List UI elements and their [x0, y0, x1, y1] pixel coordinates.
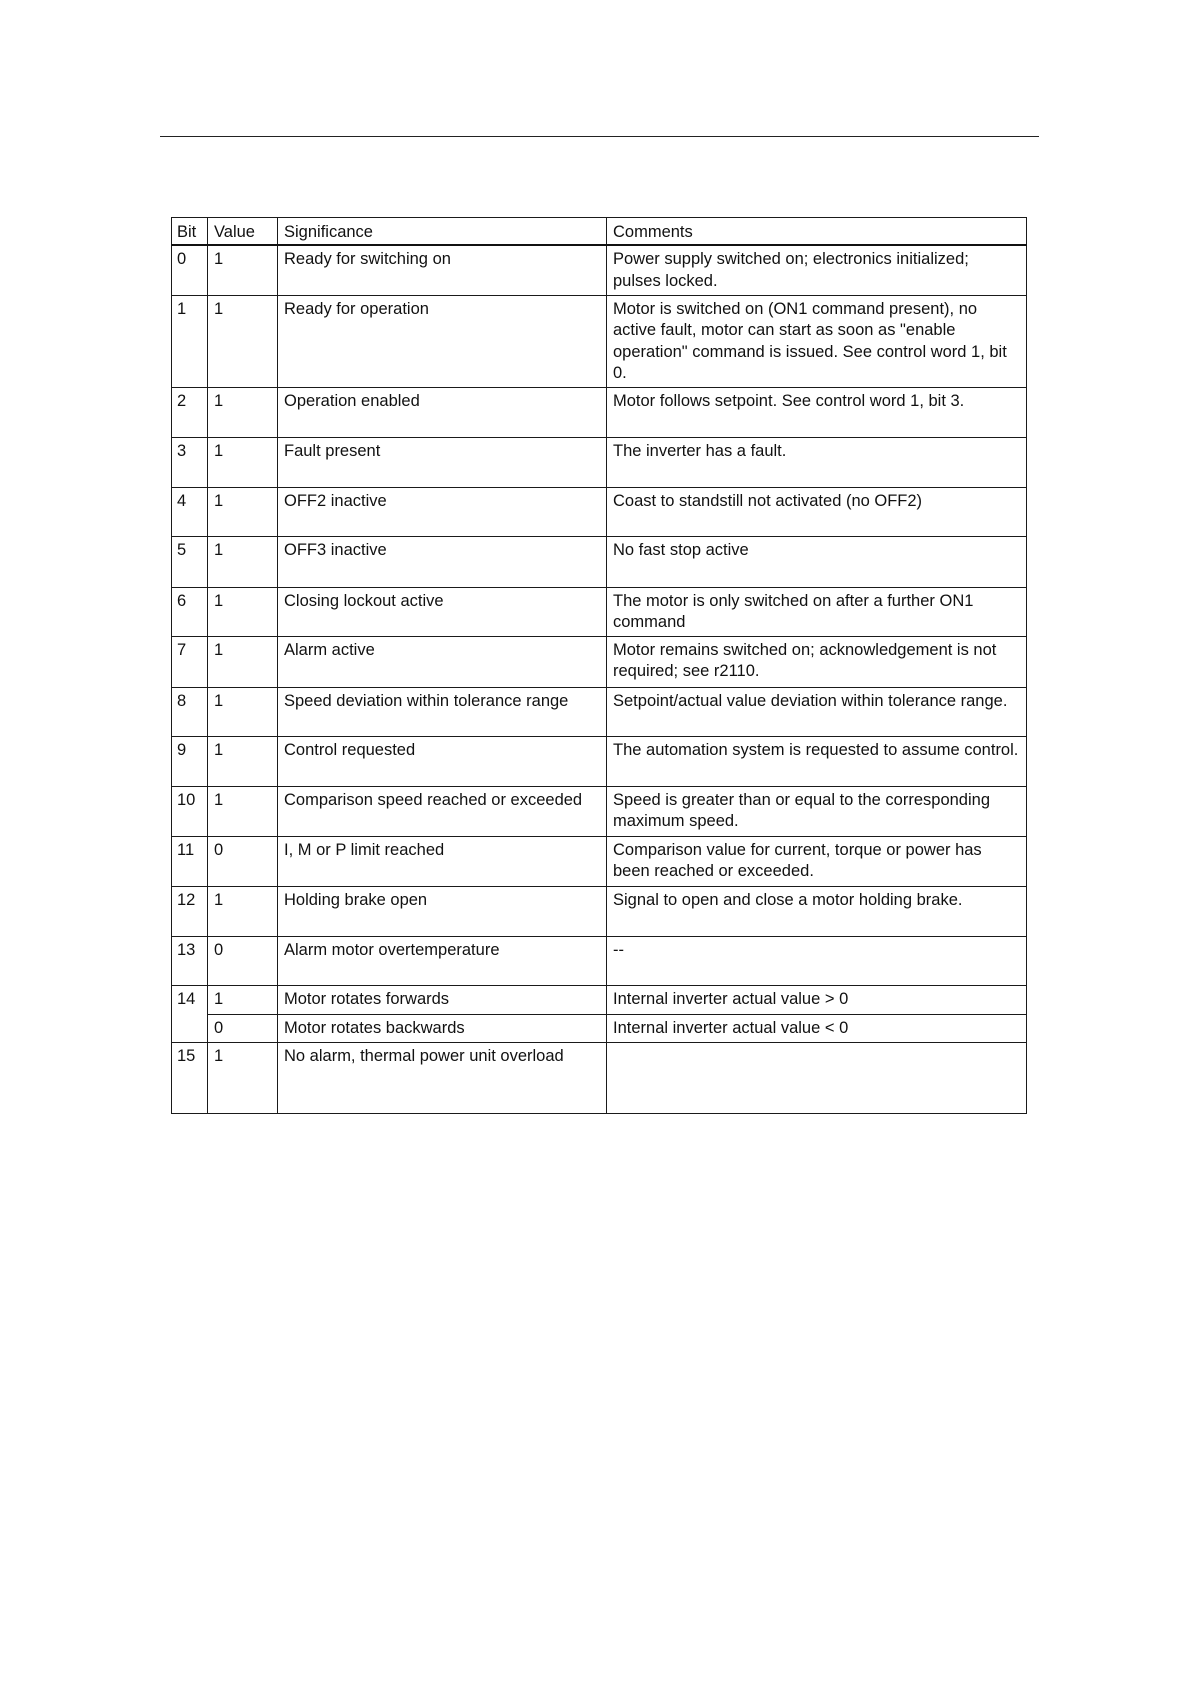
table-row: [172, 836, 1027, 886]
comments-cell: --: [607, 936, 1027, 985]
bit-cell: 1: [172, 295, 208, 387]
value-cell: 1: [208, 636, 278, 687]
bit-cell: 9: [172, 736, 208, 786]
comments-cell: The inverter has a fault.: [607, 437, 1027, 487]
significance-cell: Closing lockout active: [278, 587, 607, 636]
table-row: [172, 1042, 1027, 1113]
value-cell: 1: [208, 1042, 278, 1113]
comments-cell: The motor is only switched on after a further ON1 command: [607, 587, 1027, 636]
value-cell: 0: [208, 836, 278, 886]
bit-cell: 0: [172, 245, 208, 295]
value-cell: 0: [208, 1014, 278, 1042]
table-row: [172, 437, 1027, 487]
value-cell: 1: [208, 536, 278, 587]
comments-cell: Speed is greater than or equal to the corresponding maximum speed.: [607, 786, 1027, 836]
significance-cell: OFF3 inactive: [278, 536, 607, 587]
bit-cell: 2: [172, 387, 208, 437]
column-header-bit: Bit: [172, 218, 208, 246]
comments-cell: Motor follows setpoint. See control word 1, bit 3.: [607, 387, 1027, 437]
value-cell: 1: [208, 687, 278, 736]
significance-cell: Ready for operation: [278, 295, 607, 387]
value-cell: 1: [208, 886, 278, 936]
comments-cell: Comparison value for current, torque or power has been reached or exceeded.: [607, 836, 1027, 886]
table-row: [172, 786, 1027, 836]
significance-cell: OFF2 inactive: [278, 487, 607, 536]
value-cell: 1: [208, 295, 278, 387]
bit-cell: 3: [172, 437, 208, 487]
significance-cell: Alarm active: [278, 636, 607, 687]
table-row: [172, 736, 1027, 786]
status-word-table-container: [171, 217, 1026, 1114]
table-header-row: [172, 218, 1027, 246]
bit-cell: 6: [172, 587, 208, 636]
bit-cell: 4: [172, 487, 208, 536]
comments-cell: Motor remains switched on; acknowledgement is not required; see r2110.: [607, 636, 1027, 687]
value-cell: 1: [208, 786, 278, 836]
table-row: [172, 295, 1027, 387]
value-cell: 1: [208, 245, 278, 295]
table-row: [172, 587, 1027, 636]
status-word-table: [171, 217, 1027, 1114]
bit-cell: 5: [172, 536, 208, 587]
column-header-comments: Comments: [607, 218, 1027, 246]
table-row: [172, 886, 1027, 936]
comments-cell: Setpoint/actual value deviation within tolerance range.: [607, 687, 1027, 736]
comments-cell: [607, 1042, 1027, 1113]
bit-cell: 8: [172, 687, 208, 736]
value-cell: 1: [208, 985, 278, 1014]
bit-cell: 10: [172, 786, 208, 836]
comments-cell: Motor is switched on (ON1 command present), no active fault, motor can start as soon as "enable operation" command is issued. See control word 1, bit 0.: [607, 295, 1027, 387]
comments-cell: Power supply switched on; electronics initialized; pulses locked.: [607, 245, 1027, 295]
table-row: [172, 636, 1027, 687]
value-cell: 1: [208, 587, 278, 636]
bit-cell: 14: [172, 985, 208, 1042]
significance-cell: No alarm, thermal power unit overload: [278, 1042, 607, 1113]
table-row: [172, 985, 1027, 1014]
table-row: [172, 1014, 1027, 1042]
significance-cell: Fault present: [278, 437, 607, 487]
table-row: [172, 536, 1027, 587]
significance-cell: Ready for switching on: [278, 245, 607, 295]
table-row: [172, 387, 1027, 437]
significance-cell: I, M or P limit reached: [278, 836, 607, 886]
significance-cell: Alarm motor overtemperature: [278, 936, 607, 985]
table-row: [172, 487, 1027, 536]
significance-cell: Comparison speed reached or exceeded: [278, 786, 607, 836]
significance-cell: Control requested: [278, 736, 607, 786]
significance-cell: Motor rotates forwards: [278, 985, 607, 1014]
value-cell: 1: [208, 437, 278, 487]
bit-cell: 11: [172, 836, 208, 886]
bit-cell: 15: [172, 1042, 208, 1113]
bit-cell: 7: [172, 636, 208, 687]
table-row: [172, 245, 1027, 295]
bit-cell: 12: [172, 886, 208, 936]
comments-cell: No fast stop active: [607, 536, 1027, 587]
column-header-value: Value: [208, 218, 278, 246]
significance-cell: Holding brake open: [278, 886, 607, 936]
significance-cell: Motor rotates backwards: [278, 1014, 607, 1042]
header-rule: [160, 136, 1039, 137]
comments-cell: Coast to standstill not activated (no OFF2): [607, 487, 1027, 536]
value-cell: 1: [208, 736, 278, 786]
value-cell: 1: [208, 387, 278, 437]
value-cell: 1: [208, 487, 278, 536]
column-header-significance: Significance: [278, 218, 607, 246]
comments-cell: Internal inverter actual value > 0: [607, 985, 1027, 1014]
table-row: [172, 687, 1027, 736]
table-row: [172, 936, 1027, 985]
significance-cell: Operation enabled: [278, 387, 607, 437]
value-cell: 0: [208, 936, 278, 985]
comments-cell: Signal to open and close a motor holding brake.: [607, 886, 1027, 936]
significance-cell: Speed deviation within tolerance range: [278, 687, 607, 736]
comments-cell: Internal inverter actual value < 0: [607, 1014, 1027, 1042]
comments-cell: The automation system is requested to assume control.: [607, 736, 1027, 786]
bit-cell: 13: [172, 936, 208, 985]
